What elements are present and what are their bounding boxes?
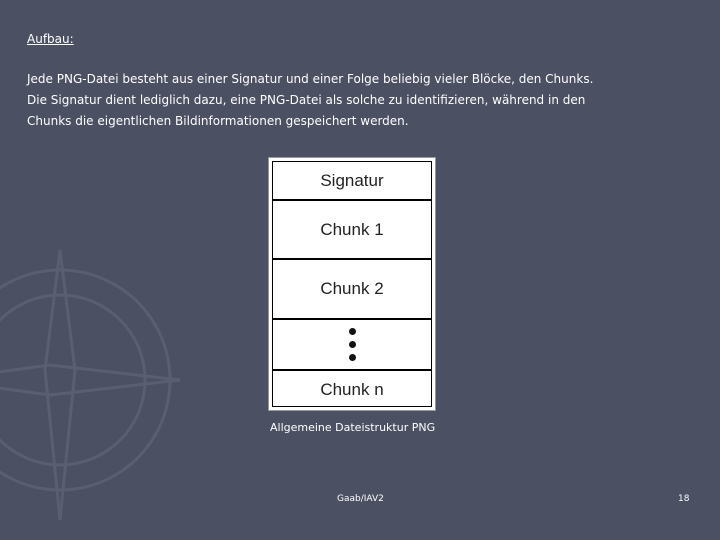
paragraph-line: Chunks die eigentlichen Bildinformationen gespeichert werden. <box>27 114 409 128</box>
diagram-cell-chunk-2: Chunk 2 <box>273 260 431 320</box>
diagram-cell-ellipsis <box>273 320 431 371</box>
footer-author: Gaab/IAV2 <box>337 494 384 504</box>
vertical-ellipsis-icon <box>349 328 356 361</box>
png-structure-diagram <box>268 157 436 411</box>
diagram-cell-chunk-n: Chunk n <box>320 379 384 399</box>
paragraph-line: Jede PNG-Datei besteht aus einer Signatur und einer Folge beliebig vieler Blöcke, den Chunks. <box>27 72 594 86</box>
page-number: 18 <box>678 494 690 504</box>
diagram-cell-signature: Signatur <box>273 162 431 201</box>
compass-watermark-icon <box>0 230 200 530</box>
slide-heading: Aufbau: <box>27 32 74 46</box>
diagram-cell-chunk-1: Chunk 1 <box>273 201 431 260</box>
slide-paragraph <box>27 69 667 132</box>
diagram-caption: Allgemeine Dateistruktur PNG <box>270 421 436 434</box>
paragraph-line: Die Signatur dient lediglich dazu, eine PNG-Datei als solche zu identifizieren, während in den <box>27 93 586 107</box>
